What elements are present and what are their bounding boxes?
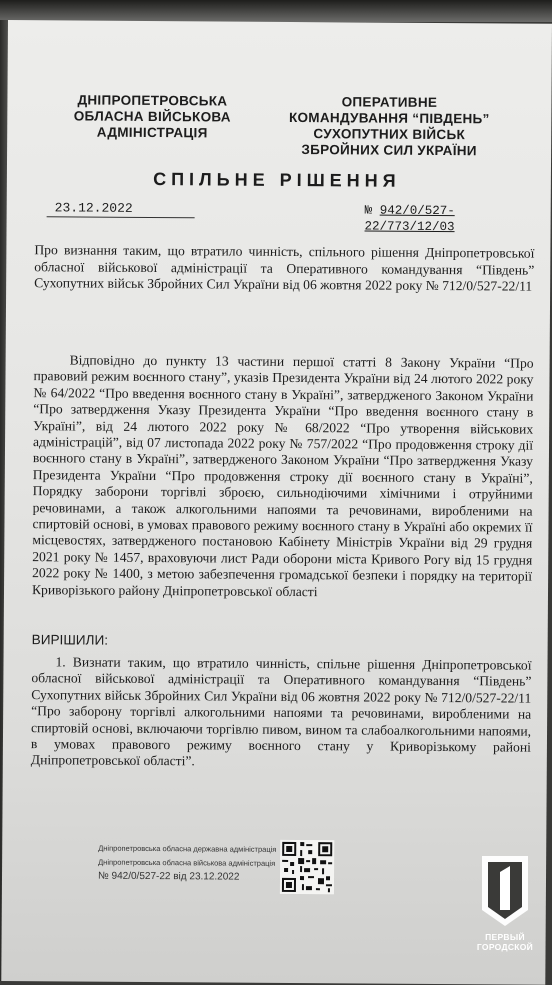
issuer-left xyxy=(67,92,237,141)
issuer-right-line: СУХОПУТНИХ ВІЙСЬК xyxy=(313,126,466,143)
registration-line: Дніпропетровська обласна державна адміністрація xyxy=(98,843,277,854)
document-date: 23.12.2022 xyxy=(47,200,195,218)
issuer-left-line: ОБЛАСНА ВІЙСЬКОВА xyxy=(73,108,231,125)
registration-stamp xyxy=(98,843,298,884)
watermark-text xyxy=(462,932,548,952)
document-title: СПІЛЬНЕ РІШЕННЯ xyxy=(153,169,401,191)
preamble-text: Відповідно до пункту 13 частини першої статті 8 Закону України “Про правовий режим воєнного стану”, указів Президента України від 24 лютого 2022 року № 64/2022 “Про введення воєнного стану в Україні”, затвердженого Законом України “Про затвердження Указу Президента України “Про введення воєнного стану в Україні”, від 24 лютого 2022 року № 68/2022 “Про утворення військових адміністрацій”, від 07 листопада 2022 року № 757/2022 “Про продовження строку дії воєнного стану в Україні”, затвердженого Законом України “Про затвердження Указу Президента України “Про продовження строку дії воєнного стану в Україні”, Порядку заборони торгівлі зброєю, сильнодіючими хімічними і отруйними речовинами, а також алкогольними напоями та речовинами, виробленими на спиртовій основі, в умовах правового режиму воєнного стану в Україні або окремих її місцевостях, затвердженого постановою Кабінету Міністрів України від 29 грудня 2021 року № 1457, враховуючи лист Ради оборони міста Кривого Рогу від 15 грудня 2022 року № 1400, з метою забезпечення громадської безпеки і порядку на території Криворізького району Дніпропетровської області xyxy=(31,352,534,599)
document-number xyxy=(365,202,545,235)
issuer-right-line: КОМАНДУВАННЯ “ПІВДЕНЬ” xyxy=(288,109,490,127)
qr-code-icon xyxy=(280,840,334,894)
document-page xyxy=(1,20,552,985)
photo-top-edge xyxy=(0,0,552,22)
issuer-left-line: АДМІНІСТРАЦІЯ xyxy=(96,124,208,141)
decision-item-1 xyxy=(31,654,532,772)
decision-item-text: 1. Визнати таким, що втратило чинність, спільне рішення Дніпропетровської обласної військової адміністрації та Оперативного командування “Південь” Сухопутних військ Збройних Сил України від 06 жовтня 2022 року № 712/0/527-22/11 “Про заборону торгівлі алкогольними напоями та речовинами, виробленими на спиртовій основі, включаючи торгівлю пивом, вином та слабоалкогольними напоями, в умовах правового режиму воєнного стану у Криворізькому районі Дніпропетровської області”. xyxy=(30,654,532,769)
issuer-right-line: ОПЕРАТИВНЕ xyxy=(341,94,438,110)
registration-line: Дніпропетровська обласна військова адміністрація xyxy=(98,857,276,868)
preamble-paragraph xyxy=(32,352,534,602)
number-value: 942/0/527-22/773/12/03 xyxy=(364,203,455,235)
watermark-line: ГОРОДСКОЙ xyxy=(476,942,534,952)
document-subject: Про визнання таким, що втратило чинність, спільного рішення Дніпропетровської обласної військової адміністрації та Оперативного командування “Південь” Сухопутних військ Збройних Сил України від 06 жовтня 2022 року № 712/0/527-22/11 xyxy=(34,242,535,294)
decided-heading: ВИРІШИЛИ: xyxy=(31,632,109,648)
registration-number: № 942/0/527-22 від 23.12.2022 xyxy=(97,870,240,883)
issuer-right xyxy=(279,94,499,160)
issuer-right-line: ЗБРОЙНИХ СИЛ УКРАЇНИ xyxy=(301,142,477,159)
watermark-line: ПЕРВЫЙ xyxy=(485,932,525,942)
number-prefix: № xyxy=(364,203,373,218)
issuer-left-line: ДНІПРОПЕТРОВСЬКА xyxy=(77,92,228,109)
